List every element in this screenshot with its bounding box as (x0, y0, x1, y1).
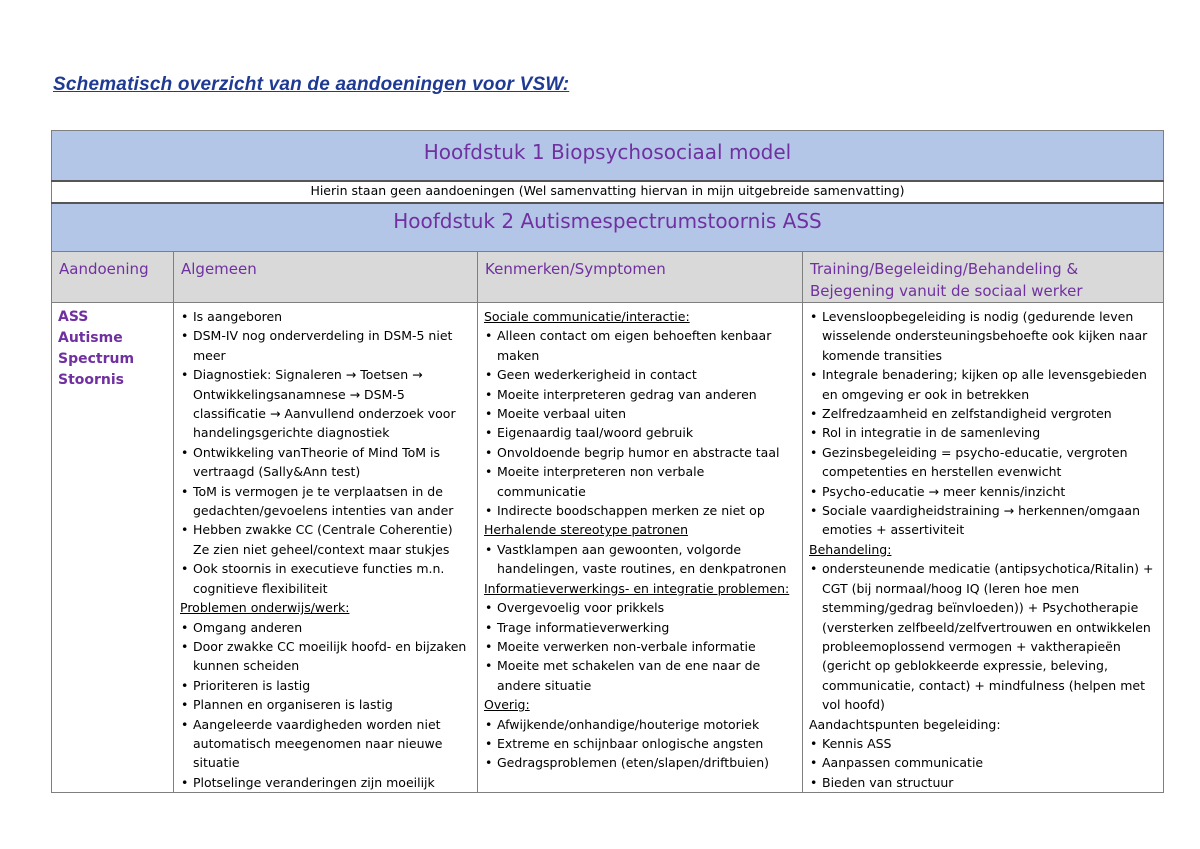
list-item: • Is aangeboren (180, 307, 471, 326)
chapter1-note: Hierin staan geen aandoeningen (Wel samenvatting hiervan in mijn uitgebreide samenvatting) (52, 181, 1164, 203)
kenmerken-list (484, 540, 796, 579)
list-item: • Zelfredzaamheid en zelfstandigheid vergroten (809, 404, 1157, 423)
list-item: • Prioriteren is lastig (180, 676, 471, 695)
section-heading: Aandachtspunten begeleiding: (809, 716, 1001, 732)
list-item: • Eigenaardig taal/woord gebruik (484, 423, 796, 442)
list-item: • Hebben zwakke CC (Centrale Coherentie) Ze zien niet geheel/context maar stukjes (180, 520, 471, 559)
list-item: • ToM is vermogen je te verplaatsen in de gedachten/gevoelens intenties van ander (180, 482, 471, 521)
section-heading: Problemen onderwijs/werk: (180, 600, 350, 616)
list-item: • Kennis ASS (809, 734, 1157, 753)
list-item: • Psycho-educatie → meer kennis/inzicht (809, 482, 1157, 501)
document-title: Schematisch overzicht van de aandoeningen voor VSW: (53, 74, 570, 95)
list-item: • Integrale benadering; kijken op alle levensgebieden en omgeving er ook in betrekken (809, 365, 1157, 404)
training-cell (803, 303, 1164, 793)
list-item: • Aangeleerde vaardigheden worden niet automatisch meegenomen naar nieuwe situatie (180, 715, 471, 773)
section-heading: Sociale communicatie/interactie: (484, 309, 690, 324)
aandacht-list (809, 734, 1157, 792)
list-item: • DSM-IV nog onderverdeling in DSM-5 niet meer (180, 326, 471, 365)
algemeen-cell (174, 303, 478, 793)
list-item: • Levensloopbegeleiding is nodig (gedurende leven wisselende ondersteuningsbehoefte ook kijken naar komende transities (809, 307, 1157, 365)
algemeen-list (180, 307, 471, 598)
list-item: • Door zwakke CC moeilijk hoofd- en bijzaken kunnen scheiden (180, 637, 471, 676)
list-item: • Extreme en schijnbaar onlogische angsten (484, 734, 796, 753)
list-item: • Plannen en organiseren is lastig (180, 695, 471, 714)
chapter2-title: Hoofdstuk 2 Autismespectrumstoornis ASS (52, 203, 1164, 252)
list-item: • Gedragsproblemen (eten/slapen/driftbuien) (484, 753, 796, 772)
header-kenmerken: Kenmerken/Symptomen (478, 252, 803, 303)
behandeling-list (809, 559, 1157, 714)
list-item: • Diagnostiek: Signaleren → Toetsen → Ontwikkelingsanamnese → DSM-5 classificatie → Aanvullend onderzoek voor handelingsgerichte diagnostiek (180, 365, 471, 443)
kenmerken-list (484, 598, 796, 695)
header-training: Training/Begeleiding/Behandeling & Bejegening vanuit de sociaal werker (803, 252, 1164, 303)
section-heading: Overig: (484, 697, 530, 713)
list-item: • Afwijkende/onhandige/houterige motoriek (484, 715, 796, 734)
list-item: • Gezinsbegeleiding = psycho-educatie, vergroten competenties en herstellen evenwicht (809, 443, 1157, 482)
chapter1-title: Hoofdstuk 1 Biopsychosociaal model (52, 131, 1164, 181)
section-heading: Herhalende stereotype patronen (484, 522, 689, 538)
problemen-list (180, 618, 471, 793)
list-item: • Moeite interpreteren gedrag van anderen (484, 385, 796, 404)
list-item: • Geen wederkerigheid in contact (484, 365, 796, 384)
header-algemeen: Algemeen (174, 252, 478, 303)
list-item: • Onvoldoende begrip humor en abstracte taal (484, 443, 796, 462)
training-list (809, 307, 1157, 540)
list-item: • ondersteunende medicatie (antipsychotica/Ritalin) + CGT (bij normaal/hoog IQ (leren hoe men stemming/gedrag beïnvloeden)) + Psychotherapie (versterken zelfbeeld/zelfvertrouwen en ontwikkelen probleemoplossend vermogen + vaktherapieën (gericht op geblokkeerde expressie, beleving, communicatie, contact) + mindfulness (helpen met vol hoofd) (809, 559, 1157, 714)
header-aandoening: Aandoening (52, 252, 174, 303)
section-heading: Informatieverwerkings- en integratie problemen: (484, 580, 790, 596)
condition-line: Stoornis (58, 372, 125, 388)
condition-line: Spectrum (58, 351, 135, 367)
condition-name (58, 307, 167, 391)
condition-line: ASS (58, 309, 89, 325)
kenmerken-cell (478, 303, 803, 793)
kenmerken-list (484, 715, 796, 773)
overview-table (51, 130, 1164, 793)
list-item: • Overgevoelig voor prikkels (484, 598, 796, 617)
kenmerken-list (484, 326, 796, 520)
list-item: • Aanpassen communicatie (809, 753, 1157, 772)
list-item: • Indirecte boodschappen merken ze niet op (484, 501, 796, 520)
list-item: • Moeite verwerken non-verbale informatie (484, 637, 796, 656)
list-item: • Ontwikkeling vanTheorie of Mind ToM is vertraagd (Sally&Ann test) (180, 443, 471, 482)
list-item: • Moeite met schakelen van de ene naar de andere situatie (484, 656, 796, 695)
condition-cell (52, 303, 174, 793)
list-item: • Plotselinge veranderingen zijn moeilijk (180, 773, 471, 792)
list-item: • Vastklampen aan gewoonten, volgorde handelingen, vaste routines, en denkpatronen (484, 540, 796, 579)
condition-line: Autisme (58, 330, 123, 346)
list-item: • Alleen contact om eigen behoeften kenbaar maken (484, 326, 796, 365)
list-item: • Ook stoornis in executieve functies m.n. cognitieve flexibiliteit (180, 559, 471, 598)
list-item: • Moeite interpreteren non verbale communicatie (484, 462, 796, 501)
list-item: • Moeite verbaal uiten (484, 404, 796, 423)
list-item: • Omgang anderen (180, 618, 471, 637)
list-item: • Trage informatieverwerking (484, 618, 796, 637)
section-heading: Behandeling: (809, 541, 892, 557)
list-item: • Sociale vaardigheidstraining → herkennen/omgaan emoties + assertiviteit (809, 501, 1157, 540)
list-item: • Bieden van structuur (809, 773, 1157, 792)
list-item: • Rol in integratie in de samenleving (809, 423, 1157, 442)
